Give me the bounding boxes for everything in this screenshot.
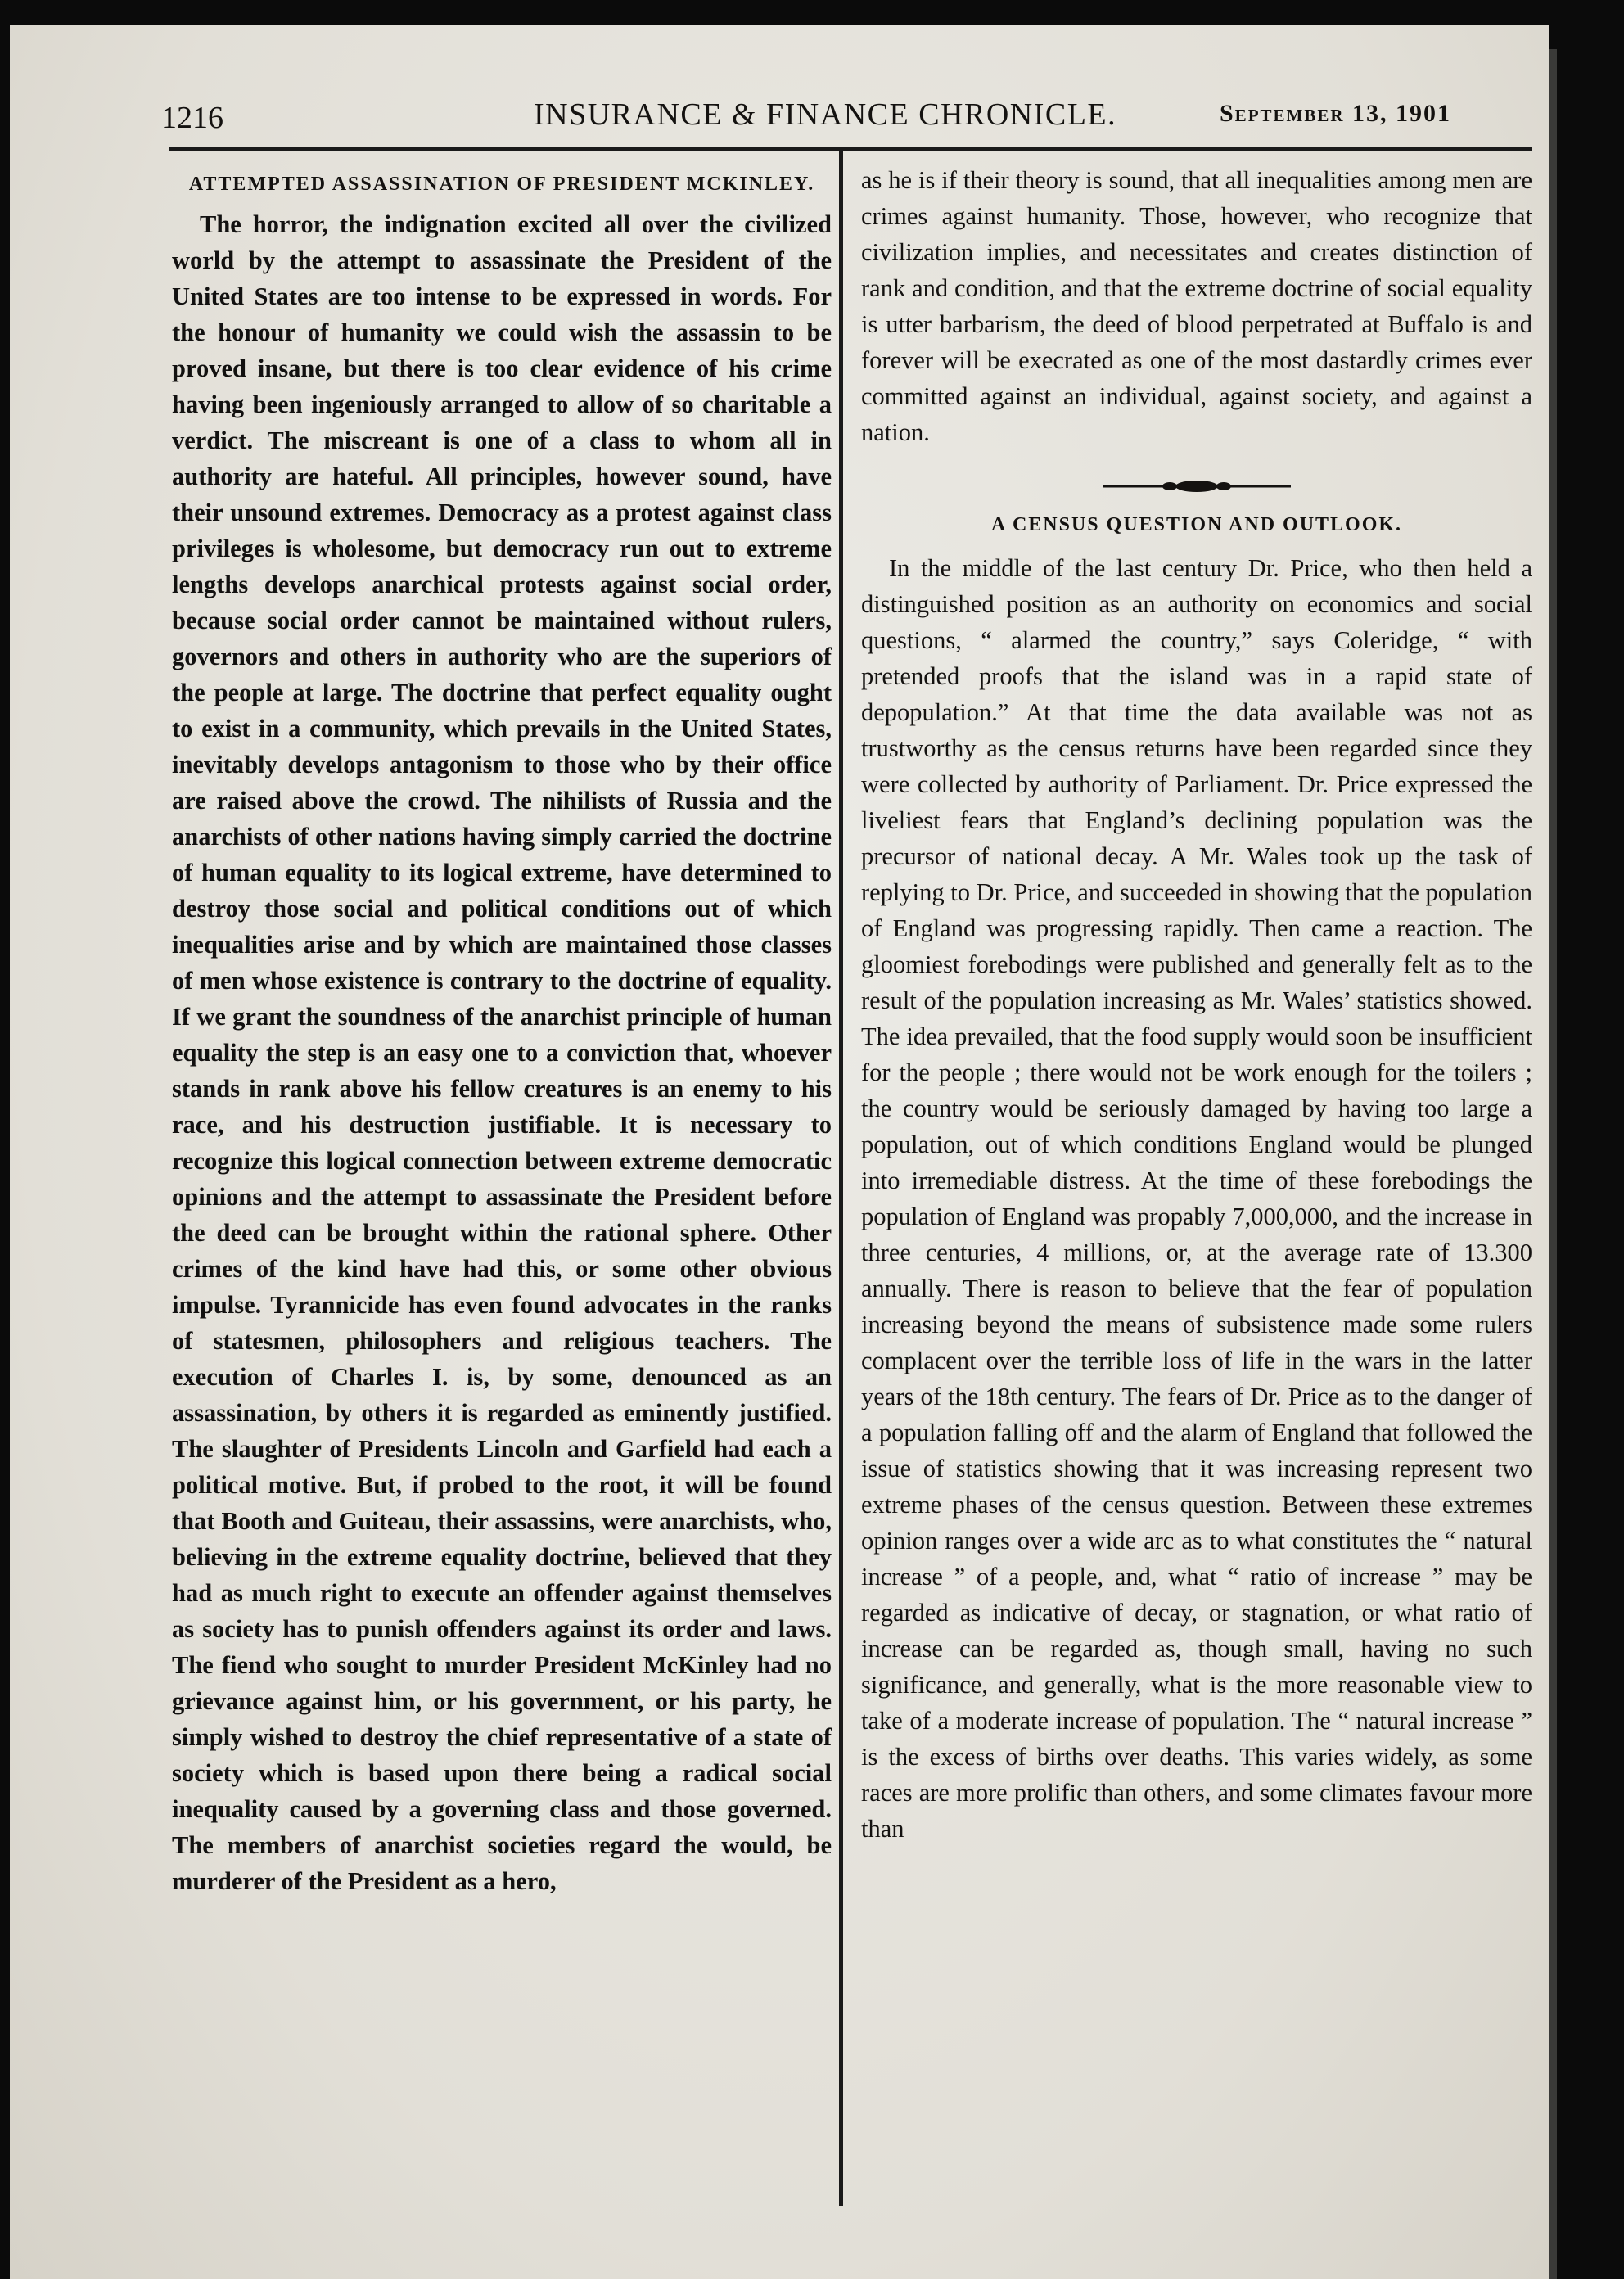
- newspaper-page: [10, 25, 1549, 2279]
- left-column: [172, 162, 832, 1899]
- page-number: 1216: [161, 101, 223, 135]
- page-edge-shadow: [1549, 49, 1557, 2279]
- issue-date: September 13, 1901: [1220, 100, 1452, 127]
- column-divider: [839, 151, 843, 2206]
- page-header: [10, 25, 1549, 147]
- article-body-assassination-continued: as he is if their theory is sound, that all inequalities among men are crimes against humanity. Those, however, who recognize that civilization implies, and necessitates and creates distinction of rank and condition, and that the extreme doctrine of social equality is utter barbarism, the deed of blood perpetrated at Buffalo is and forever will be execrated as one of the most dastardly crimes ever committed against an individual, against society, and against a nation.: [861, 166, 1532, 446]
- publication-title: INSURANCE & FINANCE CHRONICLE.: [534, 97, 1117, 132]
- right-column: [861, 162, 1532, 1847]
- article-body-census: In the middle of the last century Dr. Price, who then held a distinguished position as an authority on economics and social questions, “ alarmed the country,” says Coleridge, “ with pretended proofs that the island was in a rapid state of depopulation.” At that time the data available was not as trustworthy as the census returns have been regarded since they were collected by authority of Parliament. Dr. Price expressed the liveliest fears that England’s declining population was the precursor of national decay. A Mr. Wales took up the task of replying to Dr. Price, and succeeded in showing that the population of England was progressing rapidly. Then came a reaction. The gloomiest forebodings were published and generally felt as to the result of the population increasing as Mr. Wales’ statistics showed. The idea prevailed, that the food supply would soon be insufficient for the people ; there would not be work enough for the toilers ; the country would be seriously damaged by having too large a population, out of which conditions England would be plunged into irremediable distress. At the time of these forebodings the population of England was propably 7,000,000, and the increase in three centuries, 4 millions, or, at the average rate of 13.300 annually. There is reason to believe that the fear of population increasing beyond the means of subsistence made some rulers complacent over the terrible loss of life in the wars in the latter years of the 18th century. The fears of Dr. Price as to the danger of a population falling off and the alarm of England that followed the issue of statistics showing that it was increasing represent two extreme phases of the census question. Between these extremes opinion ranges over a wide arc as to what constitutes the “ natural increase ” of a people, and, what “ ratio of increase ” may be regarded as indicative of decay, or stagnation, or what ratio of increase can be regarded as, though small, having no such significance, and generally, what is the more reasonable view to take of a moderate increase of population. The “ natural increase ” is the excess of births over deaths. This varies widely, as some races are more prolific than others, and some climates favour more than: [861, 554, 1532, 1843]
- section-ornament: [1103, 480, 1291, 493]
- header-rule: [169, 147, 1532, 151]
- article-body-assassination: The horror, the indignation excited all over the civilized world by the attempt to assassinate the President of the United States are too intense to be expressed in words. For the honour of humanity we could wish the assassin to be proved insane, but there is too clear evidence of his crime having been ingeniously arranged to allow of so charitable a verdict. The miscreant is one of a class to whom all in authority are hateful. All principles, however sound, have their unsound extremes. Democracy as a protest against class privileges is wholesome, but democracy run out to extreme lengths develops anarchical protests against social order, because social order cannot be maintained without rulers, governors and others in authority who are the superiors of the people at large. The doctrine that perfect equality ought to exist in a community, which prevails in the United States, inevitably develops antagonism to those who by their office are raised above the crowd. The nihilists of Russia and the anarchists of other nations having simply carried the doctrine of human equality to its logical extreme, have determined to destroy those social and political conditions out of which inequalities arise and by which are maintained those classes of men whose existence is contrary to the doctrine of equality. If we grant the soundness of the anarchist principle of human equality the step is an easy one to a conviction that, whoever stands in rank above his fellow creatures is an enemy to his race, and his destruction justifiable. It is necessary to recognize this logical connection between extreme democratic opinions and the attempt to assassinate the President before the deed can be brought within the rational sphere. Other crimes of the kind have had this, or some other obvious impulse. Tyrannicide has even found advocates in the ranks of statesmen, philosophers and religious teachers. The execution of Charles I. is, by some, denounced as an assassination, by others it is regarded as eminently justified. The slaughter of Presidents Lincoln and Garfield had each a political motive. But, if probed to the root, it will be found that Booth and Guiteau, their assassins, were anarchists, who, believing in the extreme equality doctrine, believed that they had as much right to execute an offender against themselves as society has to punish offenders against its order and laws. The fiend who sought to murder President McKinley had no grievance against him, or his government, or his party, he simply wished to destroy the chief representative of a state of society which is based upon there being a radical social inequality caused by a governing class and those governed. The members of anarchist societies regard the would, be murderer of the President as a hero,: [172, 210, 832, 1895]
- article-title-census: A CENSUS QUESTION AND OUTLOOK.: [990, 514, 1403, 535]
- article-title-assassination: ATTEMPTED ASSASSINATION OF PRESIDENT MCKINLEY.: [188, 174, 815, 195]
